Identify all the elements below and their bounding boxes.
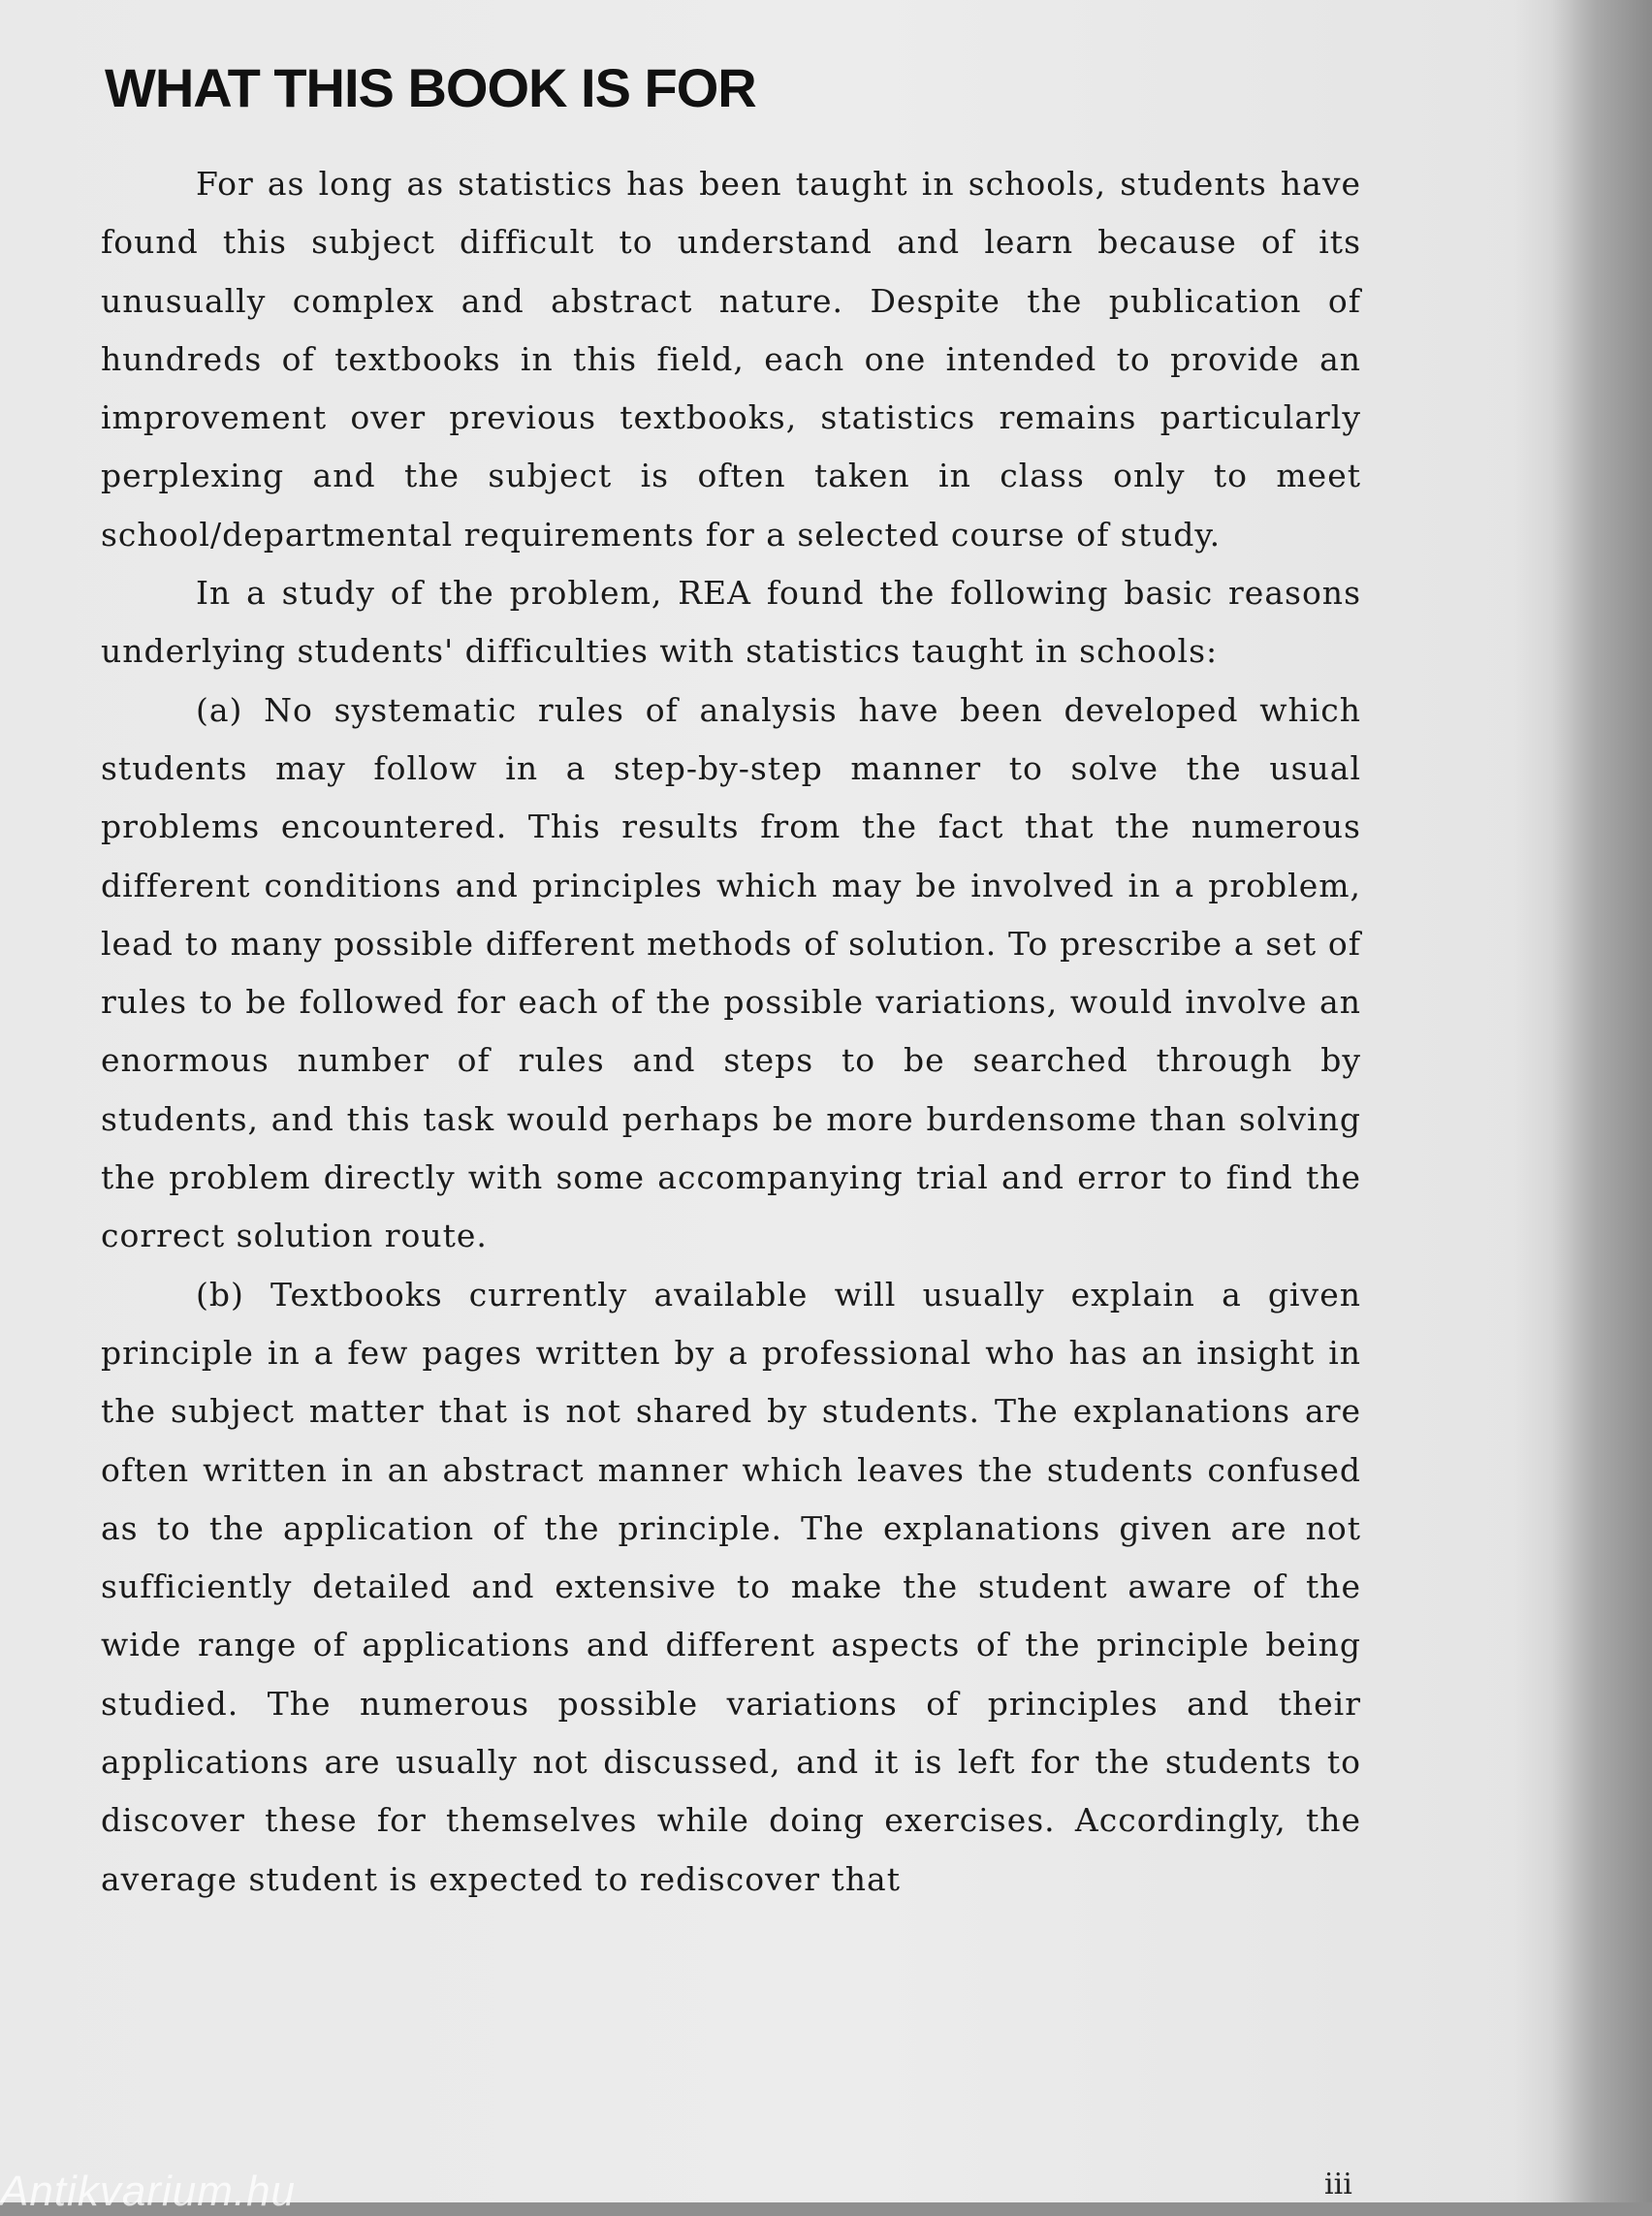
paragraph-reason-b: (b) Textbooks currently available will usually explain a given principle in a few pages written by a professional who has an insight in the subject matter that is not shared by students. The explanations are often written in an abstract manner which leaves the students confused as to the application of the principle. The explanations given are not sufficiently detailed and extensive to make the student aware of the wide range of applications and different aspects of the principle being studied. The numerous possible variations of principles and their applications are usually not discussed, and it is left for the students to discover these for themselves while doing exercises. Accordingly, the average student is expected to rediscover that	[101, 1275, 1361, 1898]
page-title: WHAT THIS BOOK IS FOR	[105, 57, 756, 118]
watermark: Antikvarium.hu	[0, 2168, 297, 2215]
paragraph-reason-a: (a) No systematic rules of analysis have been developed which students may follow in a step-by-step manner to solve the usual problems encountered. This results from the fact that the numerous different conditions and principles which may be involved in a problem, lead to many possible different methods of solution. To prescribe a set of rules to be followed for each of the possible variations, would involve an enormous number of rules and steps to be searched through by students, and this task would perhaps be more burdensome than solving the problem directly with some accompanying trial and error to find the correct solution route.	[101, 690, 1361, 1255]
background-margin	[1551, 0, 1652, 2202]
page-number: iii	[1324, 2168, 1352, 2201]
page-edge-shadow	[1512, 0, 1551, 2202]
paragraph-reasons: In a study of the problem, REA found the following basic reasons underlying students' difficulties with statistics taught in schools:	[101, 574, 1361, 671]
body-text	[101, 155, 1361, 1909]
paragraph-intro: For as long as statistics has been taught in schools, students have found this subject difficult to understand and learn because of its unusually complex and abstract nature. Despite the publication of hundreds of textbooks in this field, each one intended to provide an improvement over previous textbooks, statistics remains particularly perplexing and the subject is often taken in class only to meet school/departmental requirements for a selected course of study.	[101, 165, 1361, 554]
